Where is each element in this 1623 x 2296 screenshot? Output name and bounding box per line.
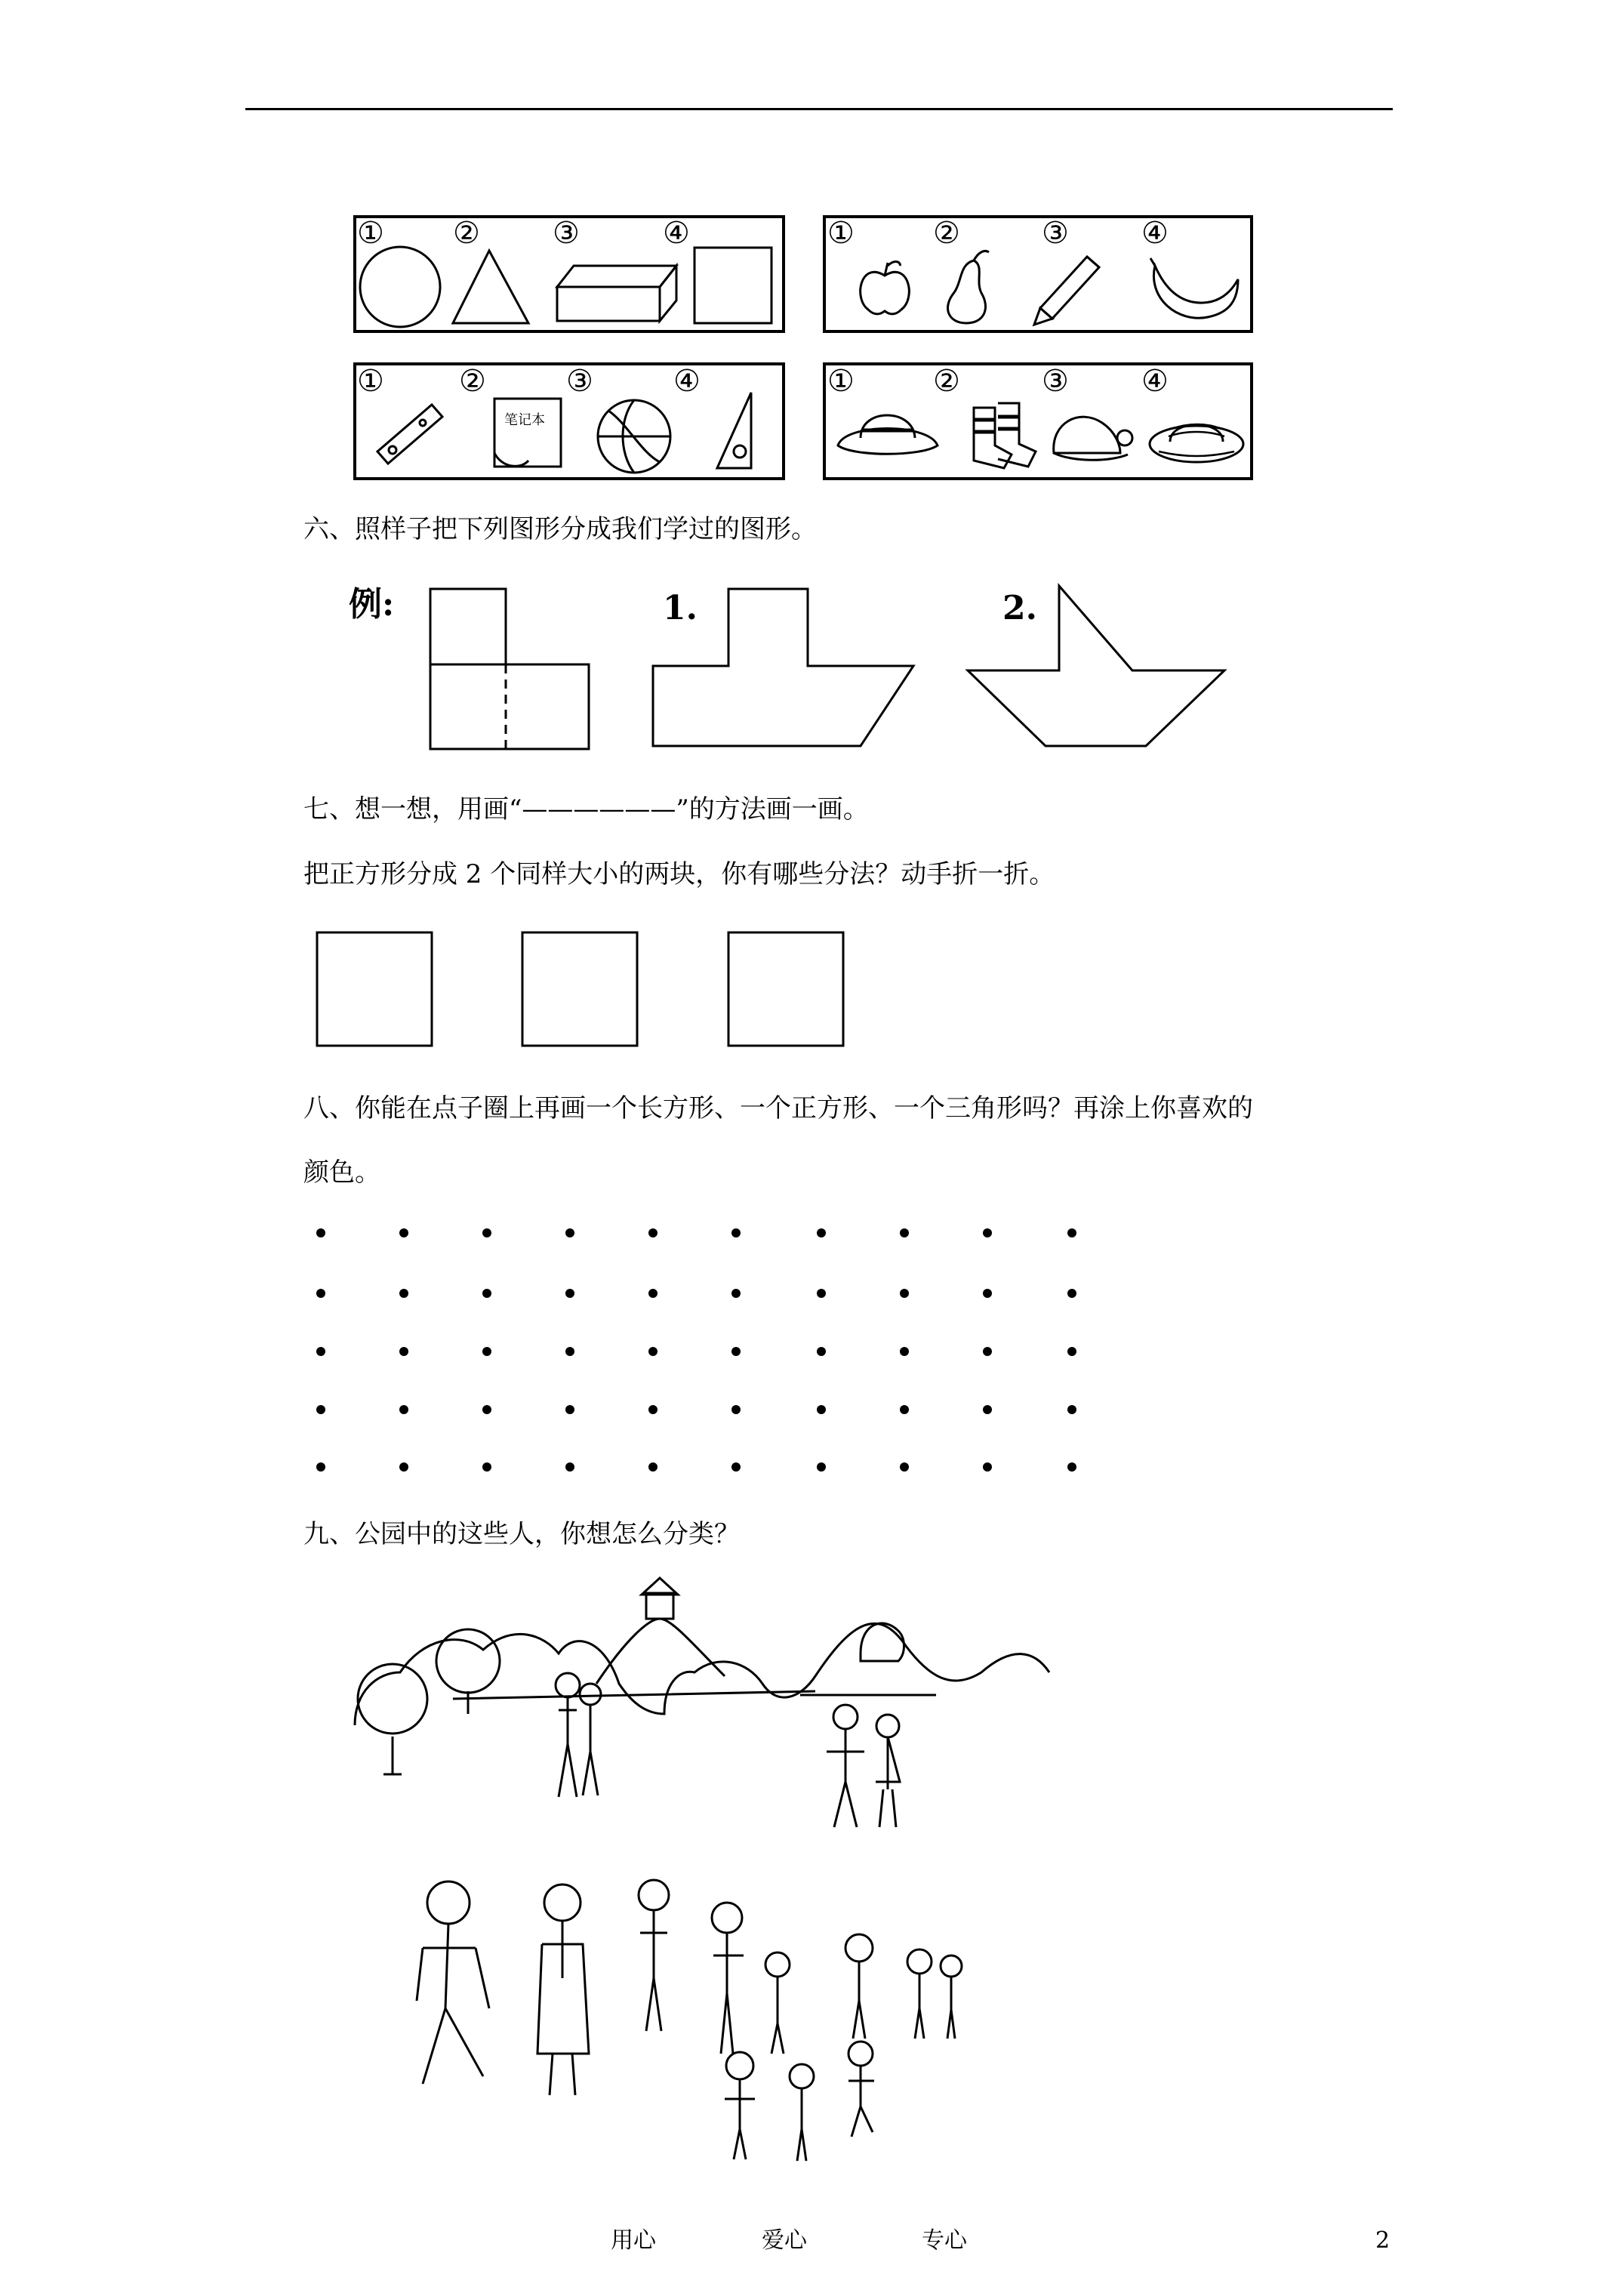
example-label: 例: [349, 585, 395, 624]
section-7-title: 七、想一想，用画“——————”的方法画一画。 [303, 794, 869, 824]
mark-3: ③ [553, 216, 580, 251]
section-9-title: 九、公园中的这些人，你想怎么分类？ [303, 1519, 740, 1549]
mark-1: ① [827, 364, 855, 399]
mark-4: ④ [663, 216, 690, 251]
mark-2: ② [933, 216, 960, 251]
notebook-label: 笔记本 [504, 412, 545, 428]
mark-1: ① [357, 364, 384, 399]
mark-2: ② [453, 216, 480, 251]
mark-3: ③ [566, 364, 593, 399]
footer-item-3: 专心 [922, 2227, 967, 2254]
section-8-title-line-1: 八、你能在点子圈上再画一个长方形、一个正方形、一个三角形吗？再涂上你喜欢的 [303, 1093, 1253, 1123]
footer-item-2: 爱心 [762, 2227, 807, 2254]
mark-3: ③ [1042, 364, 1069, 399]
mark-1: ① [827, 216, 855, 251]
mark-2: ② [459, 364, 486, 399]
section-6-title: 六、照样子把下列图形分成我们学过的图形。 [303, 514, 817, 544]
mark-2: ② [933, 364, 960, 399]
footer-item-1: 用心 [611, 2227, 656, 2254]
figure-2-label: 2. [1002, 589, 1037, 627]
section-8-title-line-2: 颜色。 [303, 1157, 380, 1188]
mark-1: ① [357, 216, 384, 251]
mark-4: ④ [673, 364, 701, 399]
mark-3: ③ [1042, 216, 1069, 251]
mark-4: ④ [1141, 364, 1169, 399]
figure-1-label: 1. [663, 589, 698, 627]
page-number: 2 [1375, 2227, 1390, 2254]
mark-4: ④ [1141, 216, 1169, 251]
section-7-instruction: 把正方形分成 2 个同样大小的两块，你有哪些分法？动手折一折。 [303, 859, 1055, 889]
